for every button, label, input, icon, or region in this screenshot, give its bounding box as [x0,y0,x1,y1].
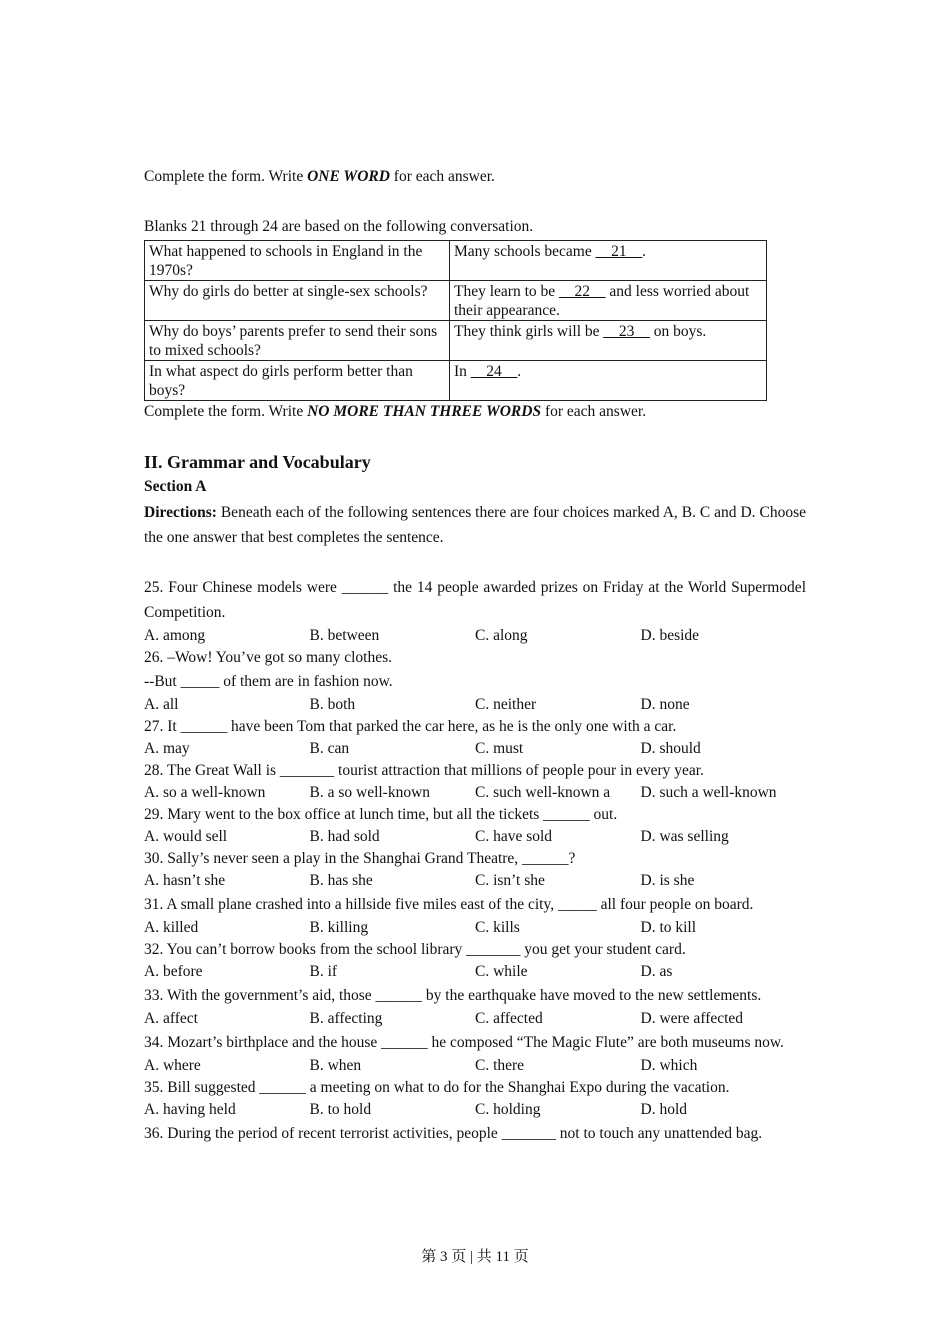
instruction-emphasis: ONE WORD [307,168,390,185]
answer-option[interactable]: C. holding [475,1101,541,1118]
answer-option[interactable]: D. is she [640,872,695,889]
form-question: What happened to schools in England in the 1970s? [145,241,450,281]
question-stem: 32. You can’t borrow books from the school library _______ you get your student card. [144,941,686,958]
answer-text: They learn to be [454,283,560,300]
instruction-emphasis: NO MORE THAN THREE WORDS [307,403,542,420]
form-question: In what aspect do girls perform better than boys? [145,361,450,401]
answer-option[interactable]: B. both [309,696,356,713]
option-row [144,826,806,848]
answer-option[interactable]: C. neither [475,696,537,713]
answer-option[interactable]: C. kills [475,919,520,936]
option-row [144,1055,806,1077]
answer-option[interactable]: D. was selling [640,828,729,845]
answer-option[interactable]: C. affected [475,1010,543,1027]
option-row [144,625,806,647]
answer-option[interactable]: B. has she [309,872,373,889]
answer-option[interactable]: D. which [640,1057,698,1074]
form-answer [450,281,767,321]
answer-option[interactable]: C. while [475,963,528,980]
question-stem: 28. The Great Wall is _______ tourist attraction that millions of people pour in every year. [144,762,704,779]
question-stem: 27. It ______ have been Tom that parked the car here, as he is the only one with a car. [144,718,677,735]
answer-blank: __21__ [595,243,643,260]
answer-option[interactable]: A. where [144,1057,201,1074]
answer-option[interactable]: D. should [640,740,701,757]
answer-option[interactable]: A. before [144,963,203,980]
form-row [145,281,767,321]
answer-option[interactable]: B. to hold [309,1101,372,1118]
form-row [145,361,767,401]
answer-text: . [642,243,646,260]
answer-option[interactable]: A. may [144,740,190,757]
question-stem: 31. A small plane crashed into a hillside five miles east of the city, _____ all four people on board. [144,896,754,913]
option-row [144,782,806,804]
answer-form-table [144,240,767,401]
answer-option[interactable]: C. such well-known a [475,784,611,801]
option-row [144,917,806,939]
answer-option[interactable]: B. killing [309,919,369,936]
answer-option[interactable]: D. hold [640,1101,687,1118]
answer-option[interactable]: C. there [475,1057,525,1074]
instruction-text: for each answer. [541,403,647,420]
question-stem: 25. Four Chinese models were ______ the 14 people awarded prizes on Friday at the World Supermodel Competition. [144,579,806,621]
instruction-text: Complete the form. Write [144,168,308,185]
form-question: Why do boys’ parents prefer to send their sons to mixed schools? [145,321,450,361]
answer-blank: __24__ [470,363,518,380]
form-question: Why do girls do better at single-sex schools? [145,281,450,321]
option-row [144,961,806,983]
question-stem: 36. During the period of recent terrorist activities, people _______ not to touch any unattended bag. [144,1125,763,1142]
section-title: II. Grammar and Vocabulary [144,452,371,472]
form-instruction [144,168,495,186]
option-row [144,1099,806,1121]
answer-option[interactable]: B. between [309,627,380,644]
form-answer [450,321,767,361]
directions-text: Beneath each of the following sentences there are four choices marked A, B. C and D. Choose the one answer that best completes the sentence. [144,504,806,546]
answer-option[interactable]: B. affecting [309,1010,383,1027]
answer-option[interactable]: B. a so well-known [309,784,431,801]
answer-option[interactable]: C. must [475,740,524,757]
form-instruction-2 [144,403,646,421]
option-row [144,694,806,716]
form-answer [450,241,767,281]
answer-option[interactable]: A. all [144,696,179,713]
page-footer: 第 3 页 | 共 11 页 [421,1249,529,1265]
answer-option[interactable]: D. to kill [640,919,697,936]
answer-option[interactable]: D. such a well-known [640,784,777,801]
answer-option[interactable]: C. isn’t she [475,872,545,889]
answer-option[interactable]: C. along [475,627,528,644]
answer-option[interactable]: A. hasn’t she [144,872,226,889]
option-row [144,1008,806,1030]
answer-option[interactable]: B. can [309,740,350,757]
form-row [145,241,767,281]
answer-text: In [454,363,471,380]
answer-option[interactable]: D. none [640,696,690,713]
answer-text: They think girls will be [454,323,604,340]
question-stem: 26. –Wow! You’ve got so many clothes. [144,649,393,666]
instruction-text: Complete the form. Write [144,403,308,420]
answer-option[interactable]: A. would sell [144,828,228,845]
subsection-title: Section A [144,478,207,495]
answer-option[interactable]: C. have sold [475,828,553,845]
answer-option[interactable]: D. beside [640,627,700,644]
question-stem: 35. Bill suggested ______ a meeting on what to do for the Shanghai Expo during the vacation. [144,1079,730,1096]
question-stem: 34. Mozart’s birthplace and the house ______ he composed “The Magic Flute” are both museums now. [144,1034,784,1051]
answer-option[interactable]: B. when [309,1057,362,1074]
answer-blank: __22__ [559,283,606,300]
answer-option[interactable]: A. affect [144,1010,198,1027]
question-stem: 30. Sally’s never seen a play in the Shanghai Grand Theatre, ______? [144,850,576,867]
answer-text: Many schools became [454,243,596,260]
answer-option[interactable]: A. having held [144,1101,236,1118]
question-stem: 29. Mary went to the box office at lunch time, but all the tickets ______ out. [144,806,618,823]
question-stem-reply: --But _____ of them are in fashion now. [144,673,393,690]
answer-option[interactable]: D. as [640,963,673,980]
instruction-text: for each answer. [389,168,495,185]
question-list [144,575,806,1146]
question-stem: 33. With the government’s aid, those ______ by the earthquake have moved to the new settlements. [144,987,762,1004]
table-caption: Blanks 21 through 24 are based on the following conversation. [144,218,534,235]
answer-blank: __23__ [603,323,650,340]
form-row [145,321,767,361]
answer-option[interactable]: D. were affected [640,1010,744,1027]
answer-option[interactable]: A. killed [144,919,199,936]
answer-text: and less worried about their appearance. [454,283,750,319]
answer-text: . [517,363,522,380]
option-row [144,870,806,892]
form-answer [450,361,767,401]
answer-option[interactable]: B. had sold [309,828,380,845]
answer-option[interactable]: A. so a well-known [144,784,266,801]
option-row [144,738,806,760]
answer-text: on boys. [649,323,707,340]
directions-label: Directions: [144,504,217,521]
answer-option[interactable]: A. among [144,627,206,644]
answer-option[interactable]: B. if [309,963,338,980]
directions [144,500,806,550]
